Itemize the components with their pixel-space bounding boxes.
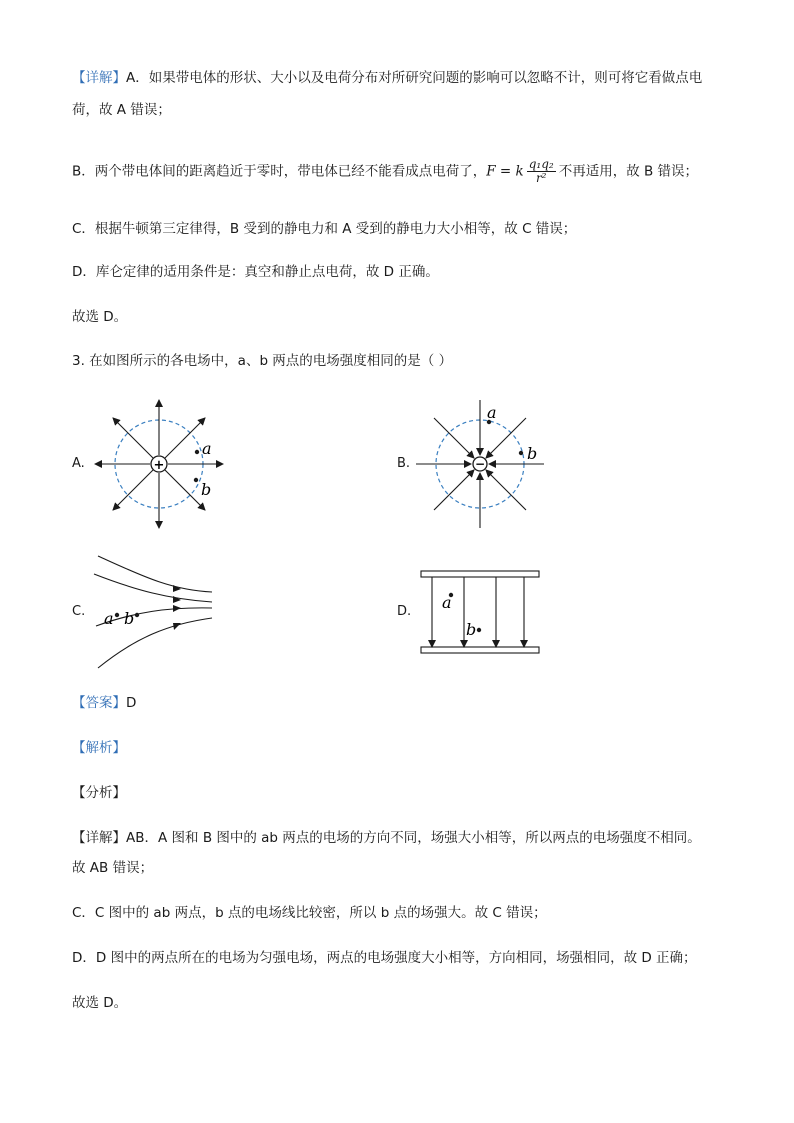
figure-c-nonuniform-field <box>90 550 220 678</box>
prev-detail-a-line2: 荷，故 A 错误； <box>72 102 171 118</box>
point-b <box>135 613 139 617</box>
coulomb-formula-lhs: F = k <box>486 163 524 180</box>
prev-detail-c: C．根据牛顿第三定律得，B 受到的静电力和 A 受到的静电力大小相等，故 C 错误； <box>72 221 577 237</box>
solution-ab-line2: 故 AB 错误； <box>72 860 154 876</box>
prev-choose: 故选 D。 <box>72 309 128 325</box>
parallel-field-lines <box>432 577 524 647</box>
detail-tag: 【详解】 <box>72 70 126 86</box>
solution-choose: 故选 D。 <box>72 995 128 1011</box>
point-a <box>115 613 119 617</box>
point-b-label: b <box>201 480 212 499</box>
figure-a-positive-charge <box>90 398 230 530</box>
point-a-label: a <box>487 403 497 422</box>
point-a-label: a <box>104 609 114 628</box>
point-a-label: a <box>442 593 452 612</box>
option-c-label: C. <box>72 604 86 619</box>
solution-d: D．D 图中的两点所在的电场为匀强电场，两点的电场强度大小相等，方向相同，场强相同，故 D 正确； <box>72 950 697 966</box>
option-b-label: B. <box>397 456 411 471</box>
answer-line: 【答案】D <box>72 695 137 711</box>
figure-d-uniform-field <box>418 565 544 659</box>
field-direction-arrows <box>173 585 181 630</box>
option-d-label: D. <box>397 604 412 619</box>
point-b-label: b <box>466 620 477 639</box>
prev-detail-b: B．两个带电体间的距离趋近于零时，带电体已经不能看成点电荷了，F = k $\frac{\text{q₁q₂}}{\text{r²}}$ 不再适用，故 B 错误； <box>72 157 699 185</box>
charge-sign: + <box>153 458 165 473</box>
question-3-text: 3. 在如图所示的各电场中，a、b 两点的电场强度相同的是（ ） <box>72 353 453 369</box>
prev-detail-d: D．库仑定律的适用条件是：真空和静止点电荷，故 D 正确。 <box>72 264 439 280</box>
point-b <box>477 628 481 632</box>
point-a-label: a <box>202 439 212 458</box>
point-b <box>519 451 523 455</box>
solution-ab-line1: 【详解】AB．A 图和 B 图中的 ab 两点的电场的方向不同，场强大小相等，所以两点的电场强度不相同。 <box>72 830 701 846</box>
point-b-label: b <box>124 609 135 628</box>
analysis-heading: 【解析】 <box>72 740 126 756</box>
coulomb-formula-fraction: $\frac{\text{q₁q₂}}{\text{r²}}$ <box>528 157 554 185</box>
fenxi-heading: 【分析】 <box>72 785 126 801</box>
figure-b-negative-charge <box>413 398 553 530</box>
charge-sign: − <box>474 457 486 471</box>
prev-detail-a-line1: 【详解】A．如果带电体的形状、大小以及电荷分布对所研究问题的影响可以忽略不计，则可将它看做点电 <box>72 70 703 86</box>
bottom-plate <box>421 647 539 653</box>
point-b <box>194 478 198 482</box>
solution-c: C．C 图中的 ab 两点，b 点的电场线比较密，所以 b 点的场强大。故 C 错误； <box>72 905 547 921</box>
answer-tag: 【答案】 <box>72 695 126 711</box>
point-a <box>195 450 199 454</box>
option-a-label: A. <box>72 456 85 471</box>
top-plate <box>421 571 539 577</box>
point-b-label: b <box>527 444 538 463</box>
